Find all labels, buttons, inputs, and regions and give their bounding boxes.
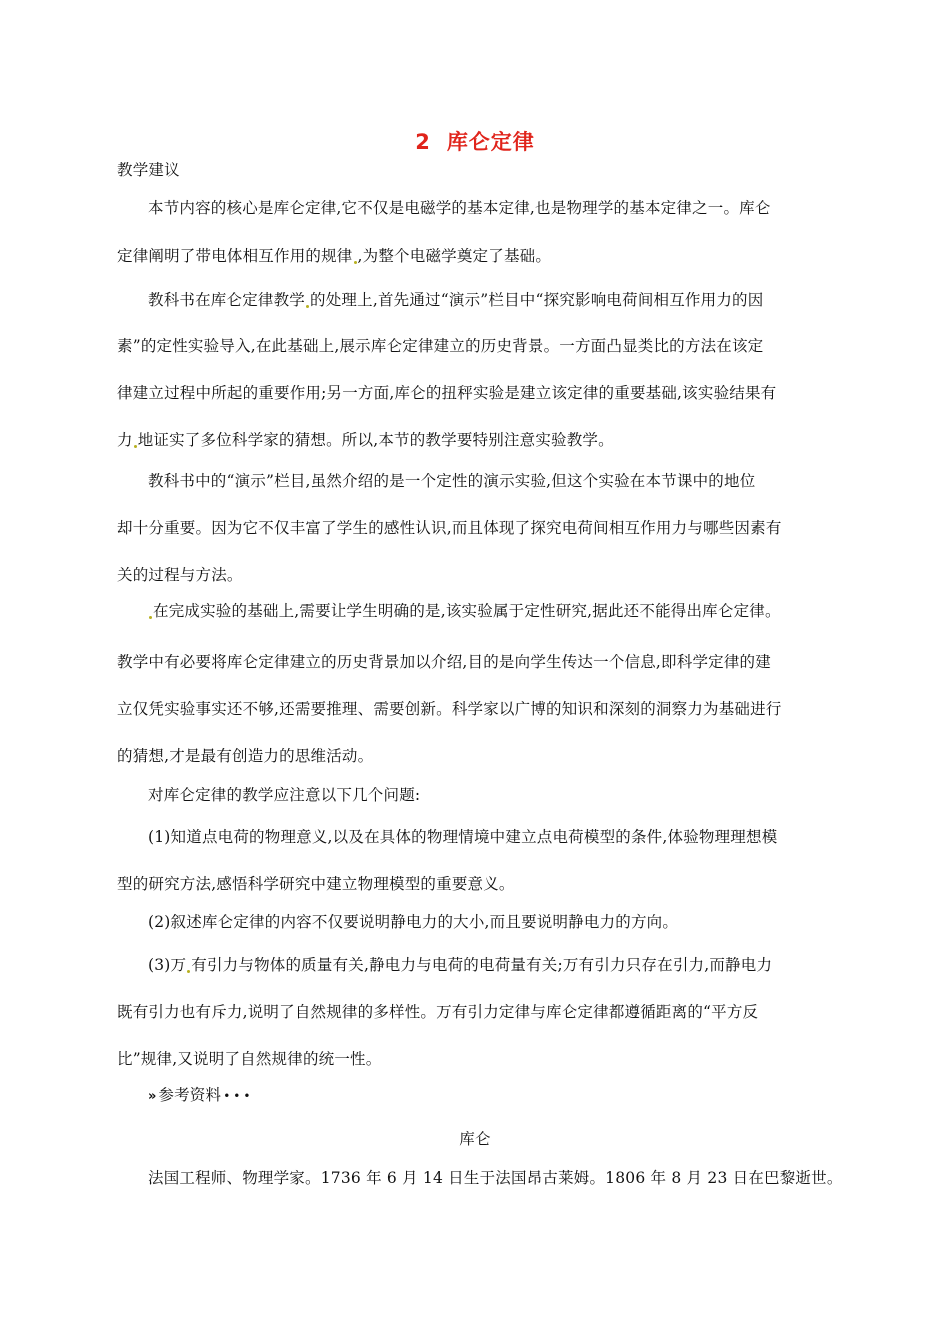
paragraph-line: (1)知道点电荷的物理意义,以及在具体的物理情境中建立点电荷模型的条件,体验物理理想模 (148, 828, 778, 846)
mark-dot (134, 445, 137, 448)
paragraph-line: 型的研究方法,感悟科学研究中建立物理模型的重要意义。 (117, 875, 515, 893)
page-title (0, 126, 950, 156)
reference-heading (148, 1085, 253, 1107)
paragraph-line: 定律阐明了带电体相互作用的规律 ,为整个电磁学奠定了基础。 (117, 247, 552, 265)
reference-label: 参考资料 (158, 1086, 222, 1104)
title-text: 库仑定律 (446, 130, 535, 154)
mark-dot (187, 970, 190, 973)
bio-heading: 库仑 (459, 1130, 491, 1148)
paragraph-line: 素”的定性实验导入,在此基础上,展示库仑定律建立的历史背景。一方面凸显类比的方法在该定 (117, 337, 764, 355)
paragraph-line: 教科书中的“演示”栏目,虽然介绍的是一个定性的演示实验,但这个实验在本节课中的地位 (148, 472, 756, 490)
mark-dot (306, 305, 309, 308)
paragraph-line: (3)万 有引力与物体的质量有关,静电力与电荷的电荷量有关;万有引力只存在引力,而静电力 (148, 956, 773, 974)
mark-dot (354, 261, 357, 264)
paragraph-line: 比”规律,又说明了自然规律的统一性。 (117, 1050, 382, 1068)
paragraph-line: 对库仑定律的教学应注意以下几个问题: (148, 786, 421, 804)
paragraph-line: 却十分重要。因为它不仅丰富了学生的感性认识,而且体现了探究电荷间相互作用力与哪些因素有 (117, 519, 782, 537)
section-heading: 教学建议 (117, 161, 180, 179)
section-number: 2 (415, 130, 431, 154)
double-chevron-icon: » (148, 1089, 155, 1104)
paragraph-line: 教科书在库仑定律教学 的处理上,首先通过“演示”栏目中“探究影响电荷间相互作用力的因 (148, 291, 764, 309)
ellipsis-dots: ••• (223, 1089, 254, 1103)
paragraph-line: 律建立过程中所起的重要作用;另一方面,库仑的扭秤实验是建立该定律的重要基础,该实验结果有 (117, 384, 777, 402)
bio-line: 法国工程师、物理学家。1736 年 6 月 14 日生于法国昂古莱姆。1806 年 8 月 23 日在巴黎逝世。 (148, 1169, 843, 1187)
paragraph-line: 关的过程与方法。 (117, 566, 243, 584)
paragraph-line: 在完成实验的基础上,需要让学生明确的是,该实验属于定性研究,据此还不能得出库仑定律。 (148, 601, 781, 621)
paragraph-line: 既有引力也有斥力,说明了自然规律的多样性。万有引力定律与库仑定律都遵循距离的“平方反 (117, 1003, 759, 1021)
paragraph-line: 教学中有必要将库仑定律建立的历史背景加以介绍,目的是向学生传达一个信息,即科学定律的建 (117, 653, 771, 671)
paragraph-line: (2)叙述库仑定律的内容不仅要说明静电力的大小,而且要说明静电力的方向。 (148, 913, 679, 931)
mark-dot (149, 616, 152, 619)
paragraph-line: 的猜想,才是最有创造力的思维活动。 (117, 747, 374, 765)
paragraph-line: 本节内容的核心是库仑定律,它不仅是电磁学的基本定律,也是物理学的基本定律之一。库仑 (148, 199, 771, 217)
paragraph-line: 立仅凭实验事实还不够,还需要推理、需要创新。科学家以广博的知识和深刻的洞察力为基础进行 (117, 700, 782, 718)
paragraph-line: 力 地证实了多位科学家的猜想。所以,本节的教学要特别注意实验教学。 (117, 431, 614, 449)
